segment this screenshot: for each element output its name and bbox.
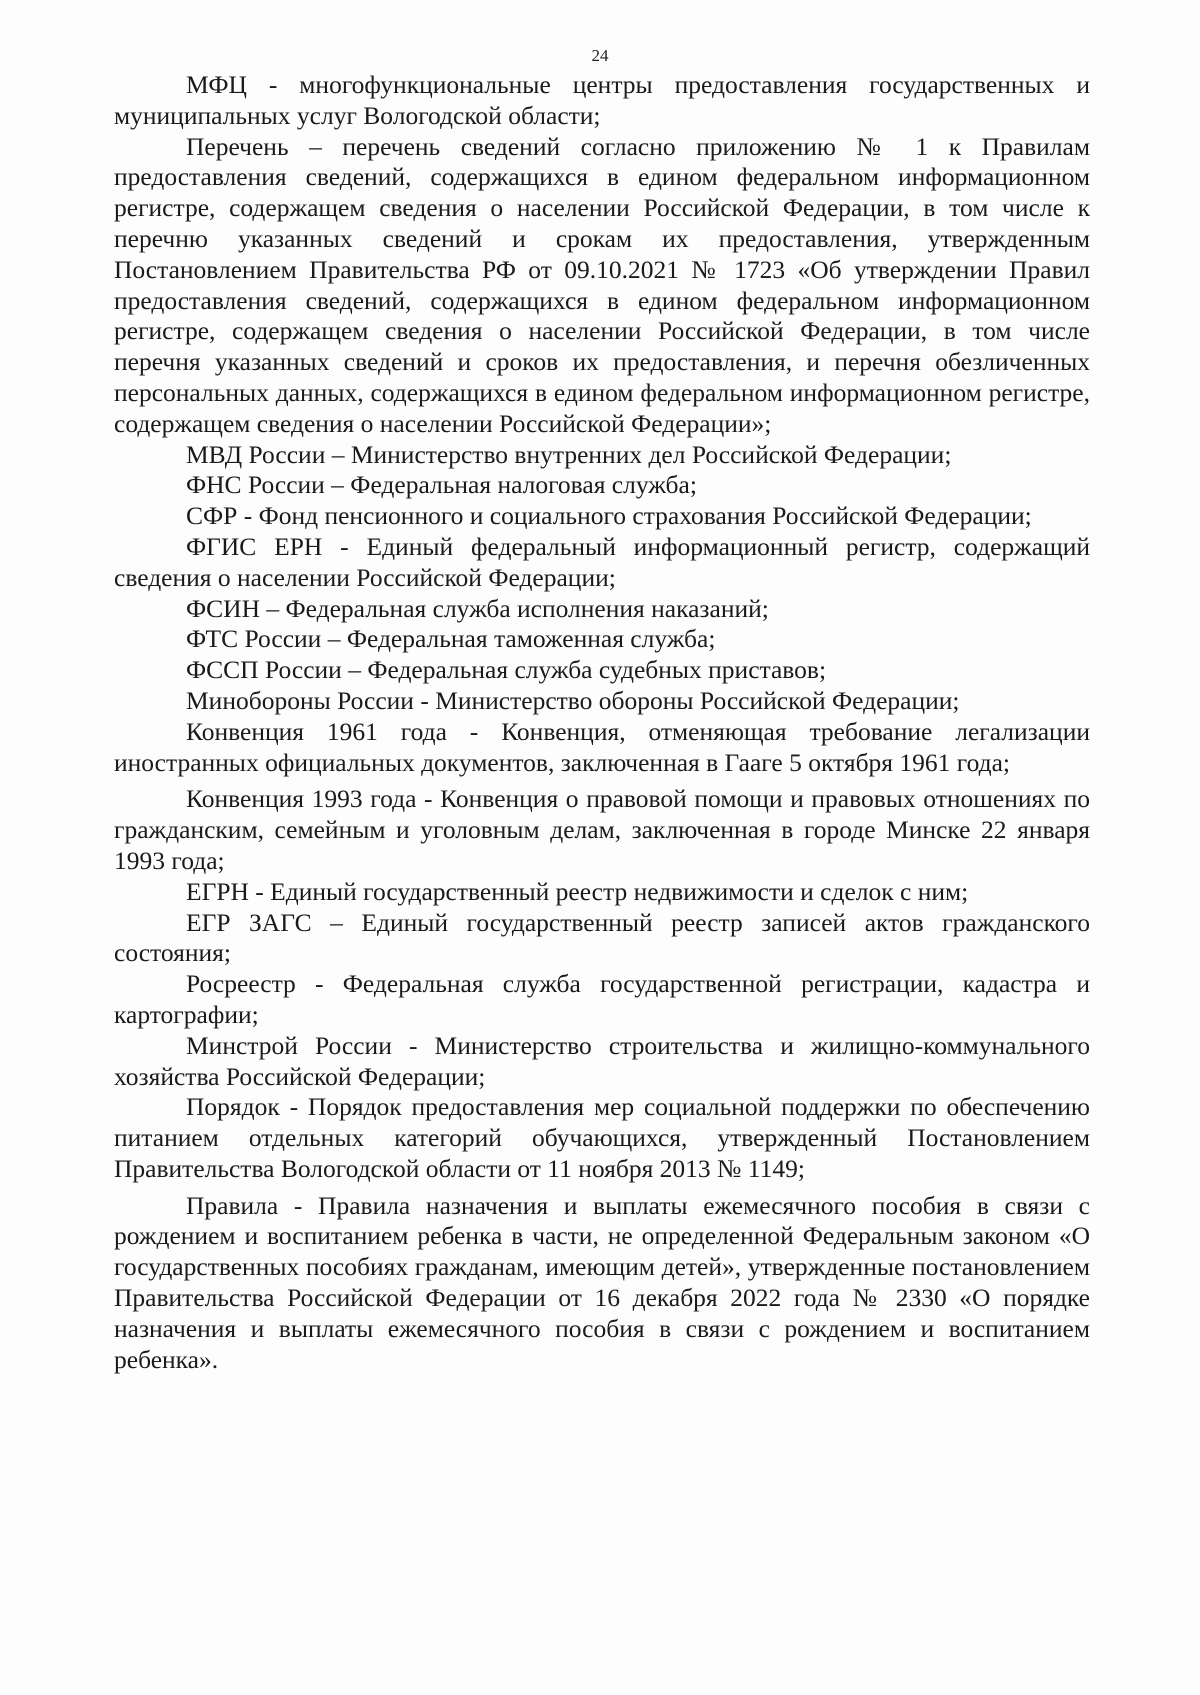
- paragraph-poryadok: Порядок - Порядок предоставления мер социальной поддержки по обеспечению питанием отдельных категорий обучающихся, утвержденный Постановлением Правительства Вологодской области от 11 ноября 2013 № 1149;: [114, 1092, 1090, 1183]
- paragraph-sfr: СФР - Фонд пенсионного и социального страхования Российской Федерации;: [186, 501, 1032, 531]
- paragraph-mfc: МФЦ - многофункциональные центры предоставления государственных и муниципальных услуг Вологодской области;: [114, 70, 1090, 130]
- paragraph-egrn: ЕГРН - Единый государственный реестр недвижимости и сделок с ним;: [186, 876, 969, 906]
- paragraph-fts: ФТС России – Федеральная таможенная служба;: [186, 624, 716, 654]
- document-body: [114, 70, 1090, 1375]
- paragraph-convention-1961: Конвенция 1961 года - Конвенция, отменяющая требование легализации иностранных официальных документов, заключенная в Гааге 5 октября 1961 года;: [114, 716, 1090, 777]
- paragraph-minoborony: Минобороны России - Министерство обороны Российской Федерации;: [186, 685, 960, 715]
- paragraph-minstroy: Минстрой России - Министерство строительства и жилищно-коммунального хозяйства Российской Федерации;: [114, 1030, 1090, 1091]
- paragraph-convention-1993: Конвенция 1993 года - Конвенция о правовой помощи и правовых отношениях по гражданским, семейным и уголовным делам, заключенная в городе Минске 22 января 1993 года;: [114, 784, 1090, 875]
- paragraph-fgis-ern: ФГИС ЕРН - Единый федеральный информационный регистр, содержащий сведения о населении Российской Федерации;: [114, 531, 1090, 592]
- paragraph-egr-zags: ЕГР ЗАГС – Единый государственный реестр записей актов гражданского состояния;: [114, 907, 1090, 968]
- paragraph-rosreestr: Росреестр - Федеральная служба государственной регистрации, кадастра и картографии;: [114, 969, 1090, 1029]
- paragraph-pravila: Правила - Правила назначения и выплаты ежемесячного пособия в связи с рождением и воспитанием ребенка в части, не определенной Федеральным законом «О государственных пособиях гражданам, имеющим детей», утвержденные постановлением Правительства Российской Федерации от 16 декабря 2022 года № 2330 «О порядке назначения и выплаты ежемесячного пособия в связи с рождением и воспитанием ребенка».: [114, 1190, 1090, 1374]
- paragraph-fns: ФНС России – Федеральная налоговая служба;: [186, 470, 697, 500]
- paragraph-fsin: ФСИН – Федеральная служба исполнения наказаний;: [186, 593, 769, 623]
- paragraph-perechen: Перечень – перечень сведений согласно приложению № 1 к Правилам предоставления сведений, содержащихся в едином федеральном информационном регистре, содержащем сведения о населении Российской Федерации, в том числе к перечню указанных сведений и срокам их предоставления, утвержденным Постановлением Правительства РФ от 09.10.2021 № 1723 «Об утверждении Правил предоставления сведений, содержащихся в едином федеральном информационном регистре, содержащем сведения о населении Российской Федерации, в том числе перечня указанных сведений и сроков их предоставления, и перечня обезличенных персональных данных, содержащихся в едином федеральном информационном регистре, содержащем сведения о населении Российской Федерации»;: [114, 131, 1090, 438]
- paragraph-fssp: ФССП России – Федеральная служба судебных приставов;: [186, 655, 827, 685]
- paragraph-mvd: МВД России – Министерство внутренних дел Российской Федерации;: [186, 439, 952, 469]
- page-number: 24: [591, 46, 609, 65]
